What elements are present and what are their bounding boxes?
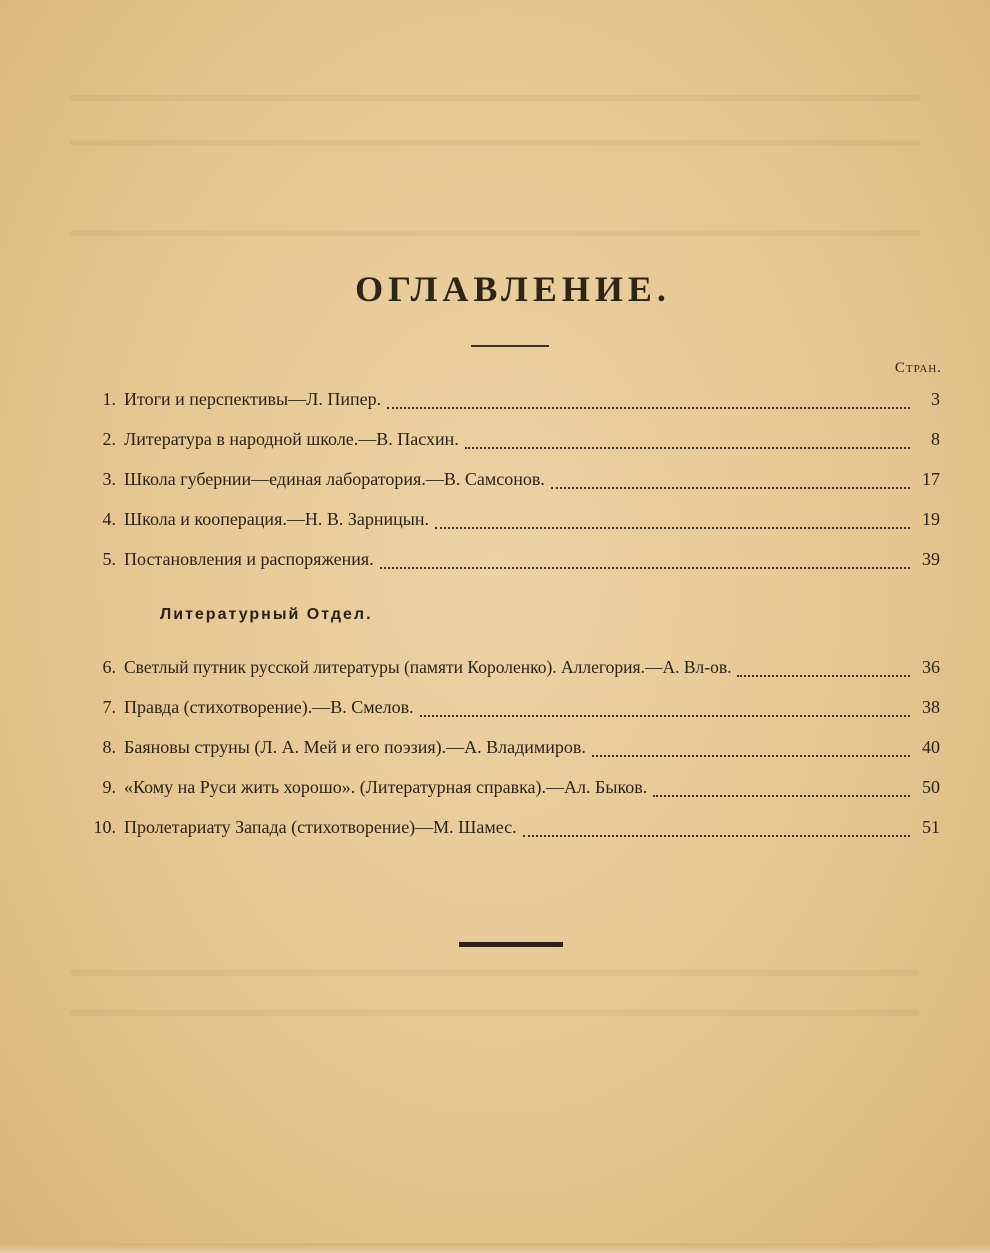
entry-page: 8: [931, 429, 940, 449]
entry-page: 39: [922, 549, 940, 569]
dot-leader: [592, 753, 910, 757]
end-divider: [459, 942, 563, 947]
entry-number: 8.: [102, 737, 116, 757]
entry-page: 19: [922, 509, 940, 529]
entry-number: 1.: [102, 389, 116, 409]
bleed-through-line: [70, 230, 920, 236]
toc-entry: [78, 389, 940, 413]
toc-entry: [78, 817, 940, 841]
dot-leader: [551, 485, 910, 489]
dot-leader: [380, 565, 910, 569]
entry-page: 3: [931, 389, 940, 409]
toc-entry: [78, 737, 940, 761]
dot-leader: [523, 833, 910, 837]
dot-leader: [387, 405, 910, 409]
entry-number: 5.: [102, 549, 116, 569]
entry-number: 3.: [102, 469, 116, 489]
entry-number: 6.: [102, 657, 116, 677]
entry-page: 38: [922, 697, 940, 717]
entry-title: Школа и кооперация.—Н. В. Зарницын.: [124, 509, 429, 529]
bleed-through-line: [70, 140, 920, 146]
dot-leader: [435, 525, 910, 529]
dot-leader: [465, 445, 910, 449]
entry-page: 36: [922, 657, 940, 677]
toc-entry: [78, 697, 940, 721]
dot-leader: [653, 793, 910, 797]
entry-title: «Кому на Руси жить хорошо». (Литературная справка).—Ал. Быков.: [124, 777, 648, 797]
page-edge: [0, 1243, 990, 1253]
entry-title: Светлый путник русской литературы (памяти Короленко). Аллегория.—А. Вл-ов.: [124, 657, 732, 677]
entry-title: Пролетариату Запада (стихотворение)—М. Шамес.: [124, 817, 517, 837]
title-divider: [471, 345, 549, 347]
entry-page: 51: [922, 817, 940, 837]
toc-entry: [78, 657, 940, 681]
bleed-through-line: [70, 1010, 920, 1016]
entry-title: Баяновы струны (Л. А. Мей и его поэзия).—А. Владимиров.: [124, 737, 586, 757]
toc-entry: [78, 549, 940, 573]
entry-page: 40: [922, 737, 940, 757]
dot-leader: [737, 673, 910, 677]
bleed-through-line: [70, 970, 920, 976]
entry-number: 10.: [93, 817, 116, 837]
entry-page: 50: [922, 777, 940, 797]
entry-title: Постановления и распоряжения.: [124, 549, 374, 569]
entry-title: Итоги и перспективы—Л. Пипер.: [124, 389, 382, 409]
entry-title: Школа губернии—единая лаборатория.—В. Самсонов.: [124, 469, 545, 489]
toc-entry: [78, 429, 940, 453]
section-heading: Литературный Отдел.: [160, 606, 373, 623]
page-title: ОГЛАВЛЕНИЕ.: [355, 269, 671, 309]
entry-title: Литература в народной школе.—В. Пасхин.: [124, 429, 459, 449]
toc-entry: [78, 777, 940, 801]
bleed-through-line: [70, 95, 920, 101]
entry-number: 7.: [102, 697, 116, 717]
entry-page: 17: [922, 469, 940, 489]
entry-number: 4.: [102, 509, 116, 529]
entry-number: 9.: [102, 777, 116, 797]
toc-entry: [78, 509, 940, 533]
toc-entry: [78, 469, 940, 493]
dot-leader: [420, 713, 910, 717]
page-column-label: Стран.: [894, 360, 942, 376]
entry-number: 2.: [102, 429, 116, 449]
entry-title: Правда (стихотворение).—В. Смелов.: [124, 697, 414, 717]
